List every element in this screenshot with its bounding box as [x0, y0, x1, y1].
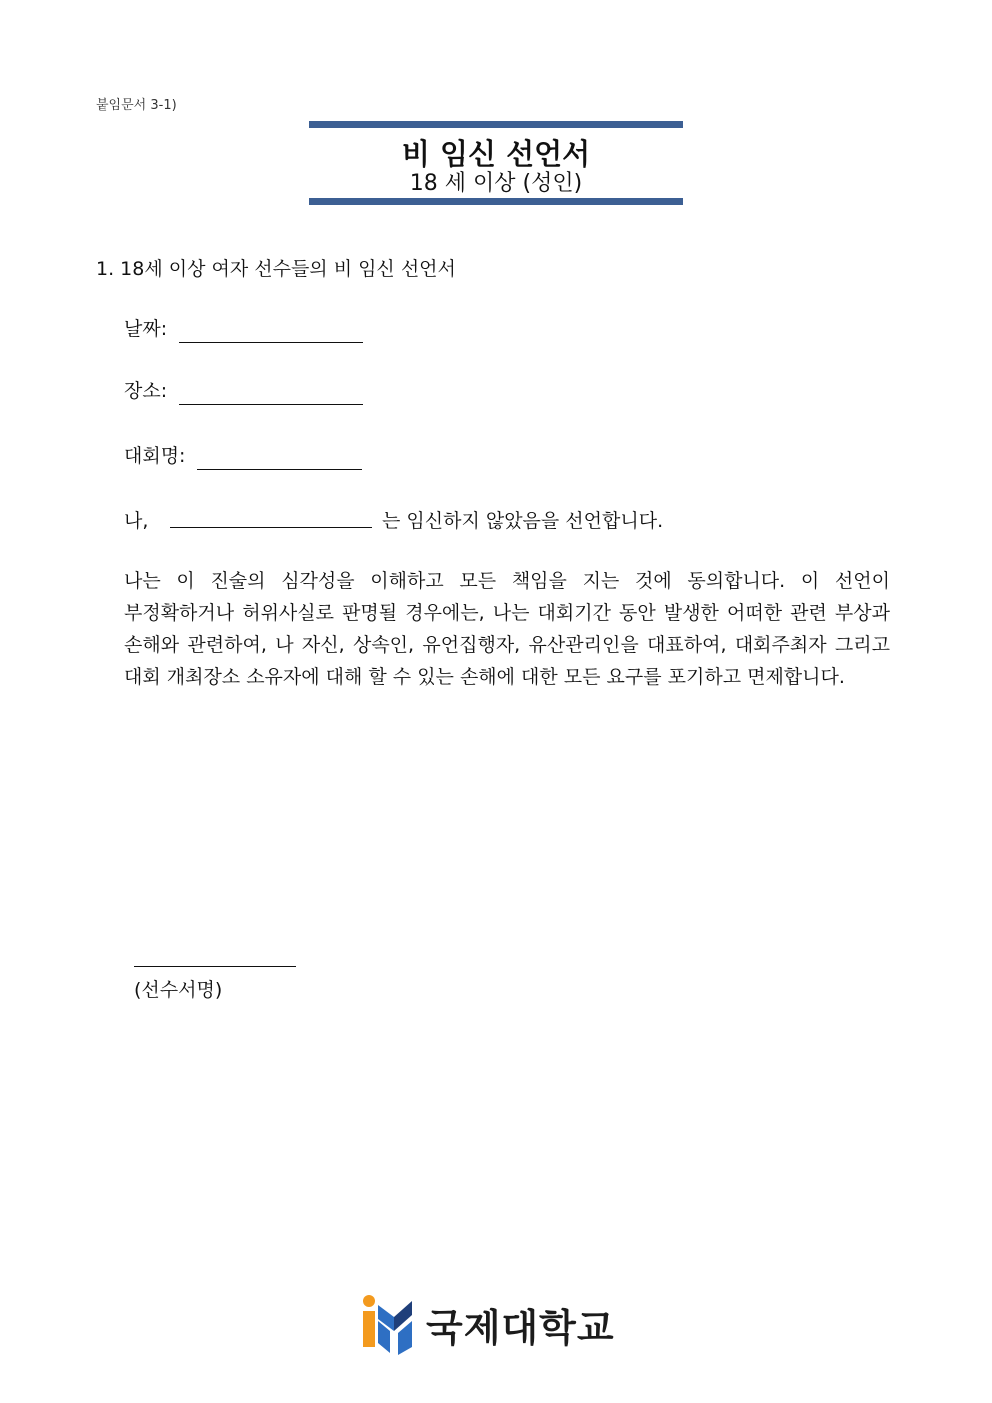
title-block	[309, 121, 683, 205]
place-blank-line[interactable]	[179, 403, 363, 405]
document-title: 비 임신 선언서	[401, 137, 591, 171]
declaration-prefix: 나,	[124, 510, 149, 532]
declaration-suffix: 는 임신하지 않았음을 선언합니다.	[382, 510, 664, 532]
place-field	[124, 375, 363, 403]
document-subtitle: 18 세 이상 (성인)	[409, 171, 583, 196]
university-logo-icon	[360, 1291, 418, 1357]
university-logo-text: 국제대학교	[426, 1305, 615, 1350]
event-field	[124, 440, 362, 468]
name-blank-line[interactable]	[170, 526, 372, 528]
title-bar-top	[309, 121, 683, 128]
section-heading: 1. 18세 이상 여자 선수들의 비 임신 선언서	[96, 258, 456, 280]
attachment-label: 붙임문서 3-1)	[96, 98, 177, 113]
title-bar-bottom	[309, 198, 683, 205]
date-label: 날짜:	[124, 318, 168, 340]
signature-line[interactable]	[134, 965, 296, 967]
university-logo	[360, 1291, 640, 1357]
signature-caption: (선수서명)	[134, 979, 223, 1001]
statement-paragraph: 나는 이 진술의 심각성을 이해하고 모든 책임을 지는 것에 동의합니다. 이 선언이 부정확하거나 허위사실로 판명될 경우에는, 나는 대회기간 동안 발생한 어떠한 관련 부상과 손해와 관련하여, 나 자신, 상속인, 유언집행자, 유산관리인을 대표하여, 대회주최자 그리고 대회 개최장소 소유자에 대해 할 수 있는 손해에 대한 모든 요구를 포기하고 면제합니다.	[124, 570, 890, 688]
event-blank-line[interactable]	[197, 468, 362, 470]
date-blank-line[interactable]	[179, 341, 363, 343]
place-label: 장소:	[124, 380, 168, 402]
event-label: 대회명:	[124, 445, 186, 467]
date-field	[124, 313, 363, 341]
